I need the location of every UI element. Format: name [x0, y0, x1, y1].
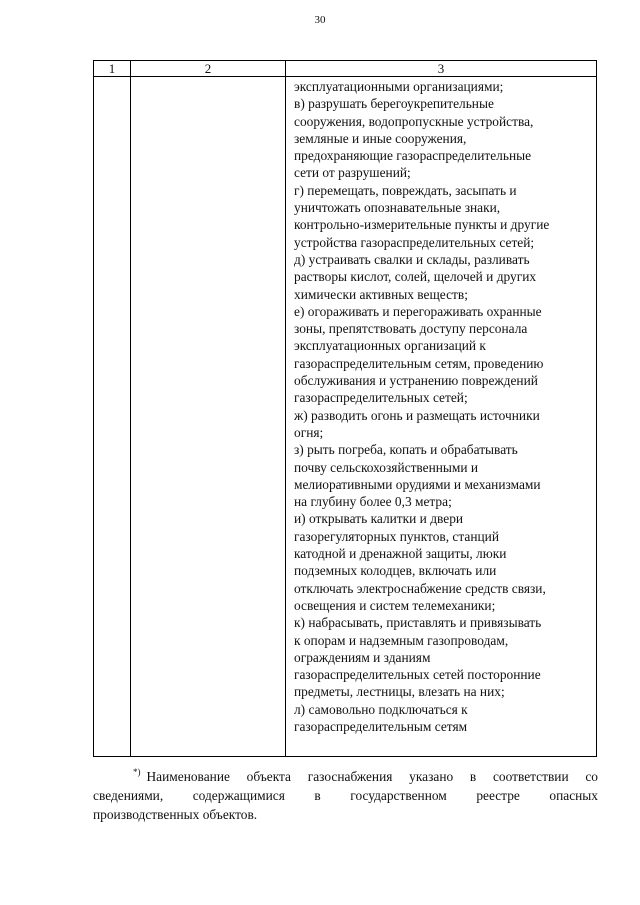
text-line: д) устраивать свалки и склады, разливать [294, 251, 530, 267]
footnote-line-2: сведениями, содержащимися в государственном реестре опасных [93, 788, 598, 803]
text-line: мелиоративными орудиями и механизмами [294, 476, 541, 492]
table-cell-col1 [94, 77, 131, 757]
column-header-3: 3 [286, 61, 597, 77]
text-line: предметы, лестницы, влезать на них; [294, 684, 505, 700]
table-row [94, 77, 597, 757]
text-line: огня; [294, 424, 324, 440]
text-line: освещения и систем телемеханики; [294, 597, 496, 613]
text-line: к опорам и надземным газопроводам, [294, 632, 509, 648]
text-line: газорегуляторных пунктов, станций [294, 528, 500, 544]
text-line: растворы кислот, солей, щелочей и других [294, 269, 537, 285]
text-line: зоны, препятствовать доступу персонала [294, 321, 528, 337]
text-line: земляные и иные сооружения, [294, 130, 467, 146]
footnote-text-1: Наименование объекта газоснабжения указано в соответствии со [146, 769, 598, 784]
text-line: газораспределительным сетям [294, 718, 468, 734]
text-line: устройства газораспределительных сетей; [294, 234, 535, 250]
text-line: почву сельскохозяйственными и [294, 459, 479, 475]
footnote [93, 763, 598, 824]
prohibitions-text [294, 78, 594, 735]
text-line: сооружения, водопропускные устройства, [294, 113, 534, 129]
page-number: 30 [314, 14, 326, 26]
table-cell-col3 [286, 77, 597, 757]
text-line: в) разрушать берегоукрепительные [294, 96, 494, 112]
footnote-marker: *) [133, 767, 141, 777]
regulation-table [93, 60, 597, 757]
text-line: эксплуатационных организаций к [294, 338, 486, 354]
footnote-line-1 [93, 763, 598, 786]
text-line: отключать электроснабжение средств связи, [294, 580, 546, 596]
text-line: газораспределительных сетей посторонние [294, 667, 541, 683]
text-line: катодной и дренажной защиты, люки [294, 546, 507, 562]
text-line: газораспределительным сетям, проведению [294, 355, 544, 371]
column-header-1: 1 [94, 61, 131, 77]
text-line: г) перемещать, повреждать, засыпать и [294, 182, 517, 198]
text-line: контрольно-измерительные пункты и другие [294, 217, 550, 233]
text-line: и) открывать калитки и двери [294, 511, 464, 527]
text-line: л) самовольно подключаться к [294, 701, 468, 717]
table-header-row [94, 61, 597, 77]
text-line: эксплуатационными организациями; [294, 79, 504, 94]
text-line: на глубину более 0,3 метра; [294, 494, 452, 510]
text-line: ограждениям и зданиям [294, 649, 431, 665]
column-header-2: 2 [131, 61, 286, 77]
text-line: подземных колодцев, включать или [294, 563, 497, 579]
text-line: газораспределительных сетей; [294, 390, 468, 406]
table-cell-col2 [131, 77, 286, 757]
text-line: е) огораживать и перегораживать охранные [294, 303, 542, 319]
text-line: з) рыть погреба, копать и обрабатывать [294, 442, 518, 458]
text-line: ж) разводить огонь и размещать источники [294, 407, 540, 423]
text-line: предохраняющие газораспределительные [294, 148, 532, 164]
text-line: к) набрасывать, приставлять и привязывать [294, 615, 542, 631]
text-line: сети от разрушений; [294, 165, 411, 181]
text-line: обслуживания и устранению повреждений [294, 373, 538, 389]
text-line: химически активных веществ; [294, 286, 468, 302]
text-line: уничтожать опознавательные знаки, [294, 200, 501, 216]
footnote-line-3: производственных объектов. [93, 807, 258, 822]
